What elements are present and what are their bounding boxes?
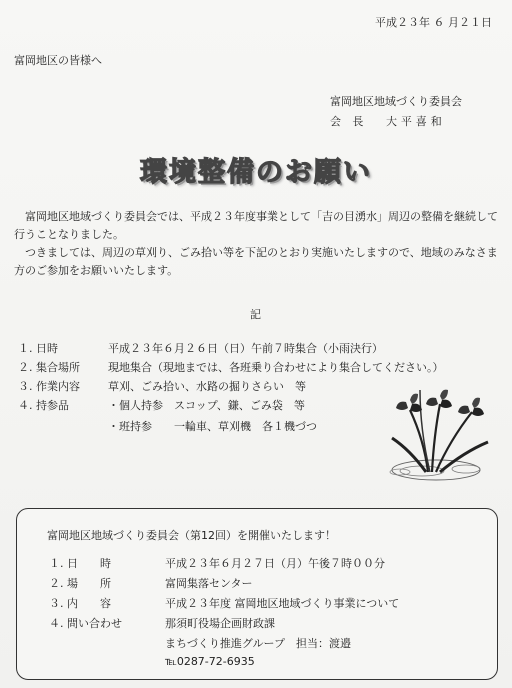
- item-number: ４.: [18, 399, 33, 412]
- contact-phone: ℡0287-72-6935: [165, 655, 255, 668]
- item-label: 場 所: [67, 577, 111, 590]
- greeting: 富岡地区の皆様へ: [14, 54, 102, 67]
- item-label: 持参品: [36, 399, 69, 412]
- item-value: 平成２３年６月２６日（日）午前７時集合（小雨決行）: [108, 342, 383, 355]
- body-paragraph: つきましては、周辺の草刈り、ごみ拾い等を下記のとおり実施いたしますので、地域のみなさま方のご参加をお願いいたします。: [14, 246, 498, 277]
- item-value: まちづくり推進グループ 担当：渡邉: [165, 637, 352, 650]
- item-value: 平成２３年度 富岡地区地域づくり事業について: [165, 597, 400, 610]
- ki-heading: 記: [250, 308, 261, 321]
- item-value: 平成２３年６月２７日（月）午後７時００分: [165, 557, 385, 570]
- item-value: 富岡集落センター: [165, 577, 253, 590]
- item-label: 問い合わせ: [67, 617, 122, 630]
- organization-name: 富岡地区地域づくり委員会: [330, 95, 462, 108]
- item-label: 作業内容: [36, 380, 80, 393]
- item-number: １.: [49, 557, 64, 570]
- item-label: 日 時: [67, 557, 111, 570]
- item-value: ・個人持参 スコップ、鎌、ごみ袋 等: [108, 399, 305, 412]
- item-value: 草刈、ごみ拾い、水路の掘りさらい 等: [108, 380, 306, 393]
- meeting-notice-box: [16, 508, 498, 680]
- item-number: ２.: [49, 577, 64, 590]
- body-paragraph: 富岡地区地域づくり委員会では、平成２３年度事業として「吉の目湧水」周辺の整備を継続して行うことなりました。: [14, 210, 498, 241]
- body-text: [14, 208, 504, 280]
- issue-date: 平成２３年 ６ 月２１日: [375, 16, 492, 29]
- president-name: 会 長 大 平 喜 和: [330, 115, 442, 128]
- item-number: ３.: [49, 597, 64, 610]
- notice-title: 富岡地区地域づくり委員会（第12回）を開催いたします！: [47, 529, 336, 542]
- item-label: 内 容: [67, 597, 111, 610]
- item-value: 那須町役場企画財政課: [165, 617, 275, 630]
- item-number: １.: [18, 342, 33, 355]
- document-title: 環境整備のお願い: [140, 157, 372, 188]
- item-value: 現地集合（現地までは、各班乗り合わせにより集合してください。）: [108, 361, 444, 374]
- item-label: 日時: [36, 342, 58, 355]
- item-number: ２.: [18, 361, 33, 374]
- item-number: ３.: [18, 380, 33, 393]
- item-label: 集合場所: [36, 361, 80, 374]
- item-value: ・班持参 一輪車、草刈機 各１機づつ: [108, 420, 317, 433]
- iris-flower-illustration: [380, 380, 500, 485]
- item-number: ４.: [49, 617, 64, 630]
